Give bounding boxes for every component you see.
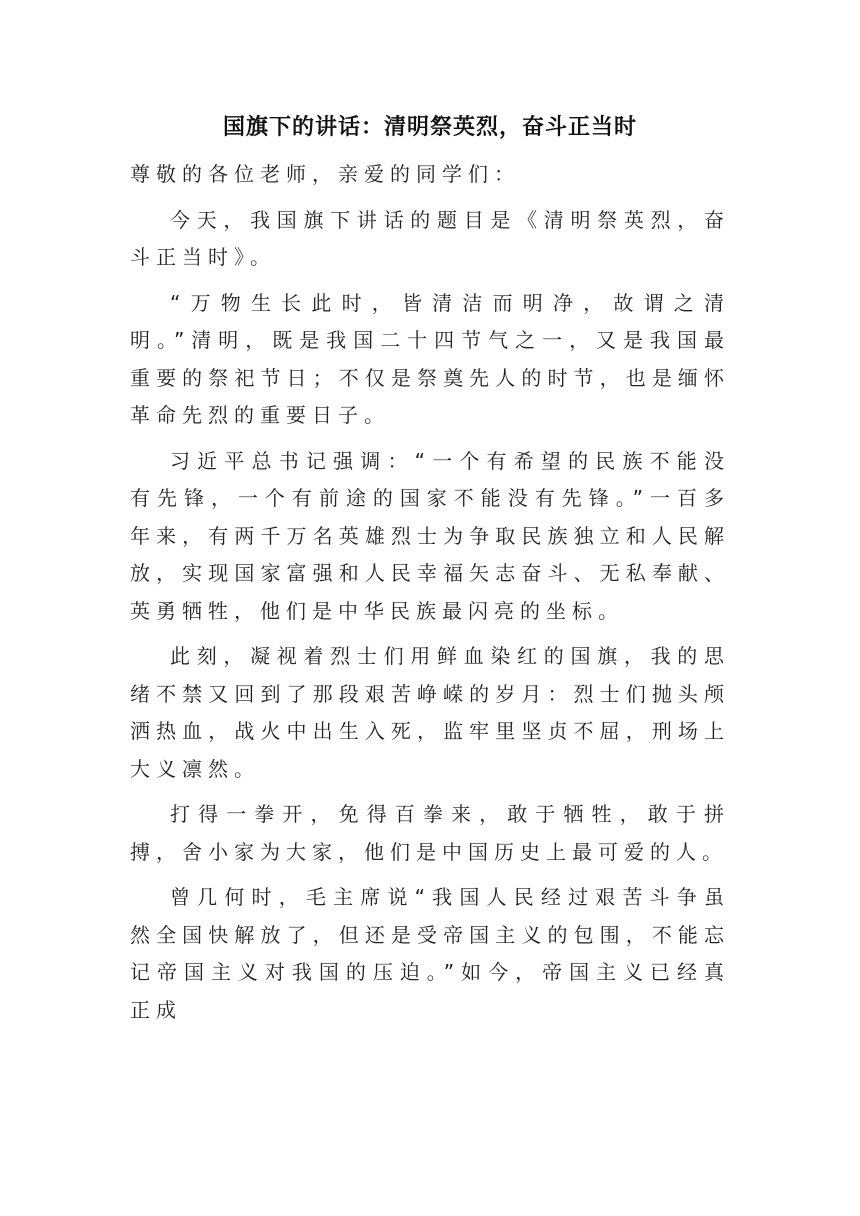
paragraph-6: 曾几何时，毛主席说“我国人民经过艰苦斗争虽然全国快解放了，但还是受帝国主义的包围，不能忘记帝国主义对我国的压迫。”如今，帝国主义已经真正成 [130,885,730,1022]
document-title: 国旗下的讲话：清明祭英烈，奋斗正当时 [222,115,637,140]
salutation: 尊敬的各位老师，亲爱的同学们： [130,162,520,186]
paragraph-spacer [130,435,730,443]
paragraph-2: “万物生长此时，皆清洁而明净，故谓之清明。”清明，既是我国二十四节气之一，又是我国最重要的祭祀节日；不仅是祭奠先人的时节，也是缅怀革命先烈的重要日子。 [130,290,730,427]
document-body [130,156,730,1029]
paragraph-spacer [130,194,730,202]
paragraph-5: 打得一拳开，免得百拳来，敢于牺牲，敢于拼搏，舍小家为大家，他们是中国历史上最可爱的人。 [130,802,730,864]
paragraph-spacer [130,277,730,285]
paragraph-4: 此刻，凝视着烈士们用鲜血染红的国旗，我的思绪不禁又回到了那段艰苦峥嵘的岁月：烈士们抛头颅洒热血，战火中出生入死，监牢里坚贞不屈，刑场上大义凛然。 [130,644,730,781]
paragraph-3: 习近平总书记强调：“一个有希望的民族不能没有先锋，一个有前途的国家不能没有先锋。”一百多年来，有两千万名英雄烈士为争取民族独立和人民解放，实现国家富强和人民幸福矢志奋斗、无私奉献、英勇牺牲，他们是中华民族最闪亮的坐标。 [130,448,730,623]
paragraph-spacer [130,788,730,796]
paragraph-spacer [130,871,730,879]
paragraph-spacer [130,630,730,638]
paragraph-1: 今天，我国旗下讲话的题目是《清明祭英烈，奋斗正当时》。 [130,207,730,269]
